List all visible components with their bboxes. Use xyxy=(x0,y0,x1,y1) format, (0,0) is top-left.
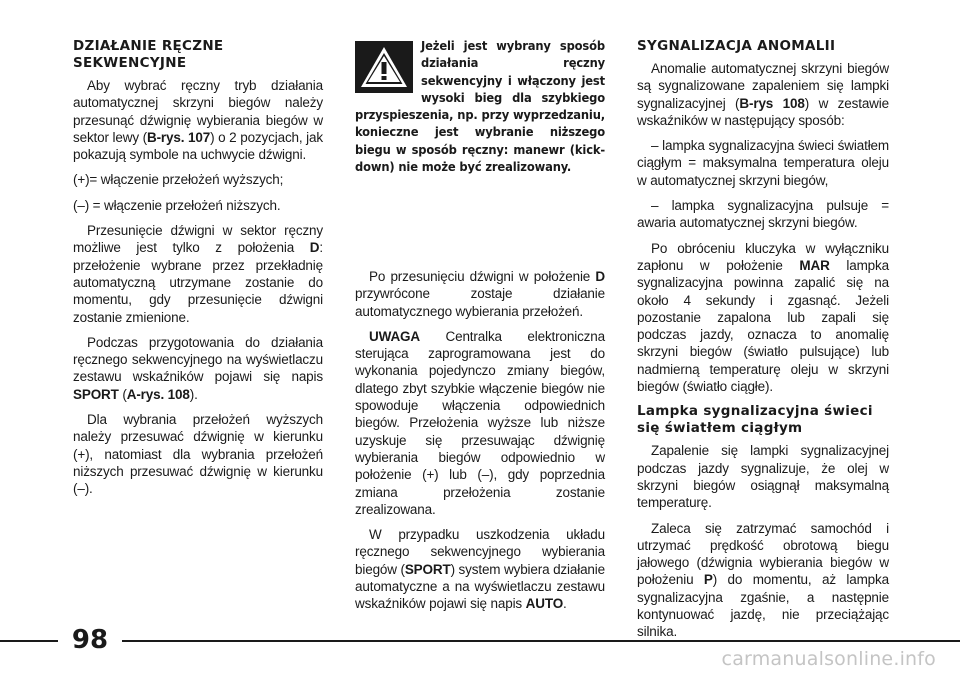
text: ) system wybiera działanie automatyczne a na wyświetlaczu zestawu wskaźników pojawi się napis xyxy=(355,561,606,612)
figure-reference: A-rys. 108 xyxy=(126,386,190,402)
paragraph xyxy=(637,520,889,641)
gear-position-label: D xyxy=(595,269,605,284)
column-right xyxy=(637,38,889,649)
text: ( xyxy=(118,386,127,402)
page-number: 98 xyxy=(71,625,109,655)
text: Po przesunięciu dźwigni w położenie xyxy=(369,269,596,284)
text: Po obróceniu kluczyka w wyłączniku zapłonu w położenie xyxy=(637,240,889,273)
footer-rule-right xyxy=(122,640,960,642)
gear-position-label: D xyxy=(309,240,320,256)
text: . xyxy=(563,596,567,612)
section-heading-manual: DZIAŁANIE RĘCZNE SEKWENCYJNE xyxy=(73,38,224,71)
watermark: carmanualsonline.info xyxy=(721,648,936,670)
ignition-position-label: MAR xyxy=(799,257,830,273)
warning-box xyxy=(355,38,605,228)
text: Centralka elektroniczna sterująca zaprogramowana jest do wykonania pojedynczo zmiany biegów, dlatego zbyt szybkie włączenie biegów nie spowoduje włączenia odpowiednich biegów. Przełożenia wyższe lub niższe uzyskuje się przesuwając dźwignię wybierania biegów odpowiednio w położenie (+) lub (–), gdy poprzednia zmiana przełożenia zostanie zrealizowana. xyxy=(355,328,605,517)
warning-message: Jeżeli jest wybrany sposób działania ręczny sekwencyjny i włączony jest wysoki bieg dla szybkiego przyspieszenia, np. przy wyprzedzaniu, konieczne jest wybranie niższego biegu w sposób ręczny: manewr (kick-down) nie może być zrealizowany. xyxy=(355,39,605,176)
paragraph xyxy=(73,77,323,163)
text: Aby wybrać ręczny tryb działania automatycznej skrzyni biegów należy przesunąć dźwignię wybierania biegów w sektor lewy ( xyxy=(73,78,323,145)
display-label: SPORT xyxy=(404,561,451,577)
paragraph xyxy=(73,222,323,326)
column-left xyxy=(73,38,323,506)
text: Przesunięcie dźwigni w sektor ręczny możliwe jest tylko z położenia xyxy=(73,223,323,256)
subheading-steady-light: Lampka sygnalizacyjna świeci się światłem ciągłym xyxy=(637,403,873,437)
paragraph xyxy=(637,60,889,129)
text: : przełożenie wybrane przez przekładnię automatyczną utrzymane zostanie do momentu, gdy przesunięcie dźwigni zostanie zmienione. xyxy=(73,240,323,325)
text: ). xyxy=(189,386,198,402)
figure-reference: B-rys 108 xyxy=(739,95,805,111)
warning-triangle-icon xyxy=(355,41,413,93)
footer-rule-left xyxy=(0,640,58,642)
plus-line: (+)= włączenie przełożeń wyższych; xyxy=(73,172,284,188)
display-label: SPORT xyxy=(73,386,119,402)
text: Podczas przygotowania do działania ręcznego sekwencyjnego na wyświetlaczu zestawu wskaźników pojawi się napis xyxy=(73,334,323,385)
text: ) o 2 pozycjach, jak pokazują symbole na uchwycie dźwigni. xyxy=(73,129,323,163)
figure-reference: B-rys. 107 xyxy=(146,129,211,145)
column-middle xyxy=(355,38,605,621)
text: lampka sygnalizacyjna powinna zapalić się na około 4 sekundy i zgasnąć. Jeżeli pozostanie zapalona lub zapali się podczas jazdy, oznacza to anomalię skrzyni biegów (światło pulsujące) lub nadmierną temperaturę oleju w skrzyni biegów (światło ciągłe). xyxy=(637,257,889,395)
paragraph xyxy=(355,268,605,320)
minus-line: (–) = włączenie przełożeń niższych. xyxy=(73,197,281,213)
paragraph xyxy=(73,334,323,403)
section-heading-anomalies: SYGNALIZACJA ANOMALII xyxy=(637,38,836,54)
text: ) w zestawie wskaźników w następujący sposób: xyxy=(637,95,889,128)
paragraph: Dla wybrania przełożeń wyższych należy przesuwać dźwignię w kierunku (+), natomiast dla wybrania przełożeń niższych przesuwać dźwignię w kierunku (–). xyxy=(73,412,323,497)
note-label: UWAGA xyxy=(369,328,420,344)
text: Zaleca się zatrzymać samochód i utrzymać prędkość obrotową biegu jałowego (dźwignia wybierania biegów w położeniu xyxy=(637,520,889,588)
paragraph: – lampka sygnalizacyjna świeci światłem ciągłym = maksymalna temperatura oleju w automatycznej skrzyni biegów, xyxy=(637,138,889,188)
paragraph: – lampka sygnalizacyjna pulsuje = awaria automatycznej skrzyni biegów. xyxy=(637,198,889,231)
paragraph: Zapalenie się lampki sygnalizacyjnej podczas jazdy sygnalizuje, że olej w skrzyni biegów osiągnął maksymalną temperaturę. xyxy=(637,443,889,511)
gear-position-label: P xyxy=(703,572,713,588)
text: W przypadku uszkodzenia układu ręcznego sekwencyjnego wybierania biegów ( xyxy=(355,527,605,577)
paragraph xyxy=(355,328,605,518)
paragraph xyxy=(355,526,605,612)
text: przywrócone zostaje działanie automatycznego wybierania przełożeń. xyxy=(355,286,605,319)
text: ) do momentu, aż lampka sygnalizacyjna zgaśnie, a następnie kontynuować jazdę, nie przeciążając silnika. xyxy=(637,572,889,640)
paragraph xyxy=(637,240,889,396)
text: Anomalie automatycznej skrzyni biegów są sygnalizowane zapaleniem się lampki sygnalizacyjnej ( xyxy=(637,61,889,111)
display-label: AUTO xyxy=(525,596,564,612)
